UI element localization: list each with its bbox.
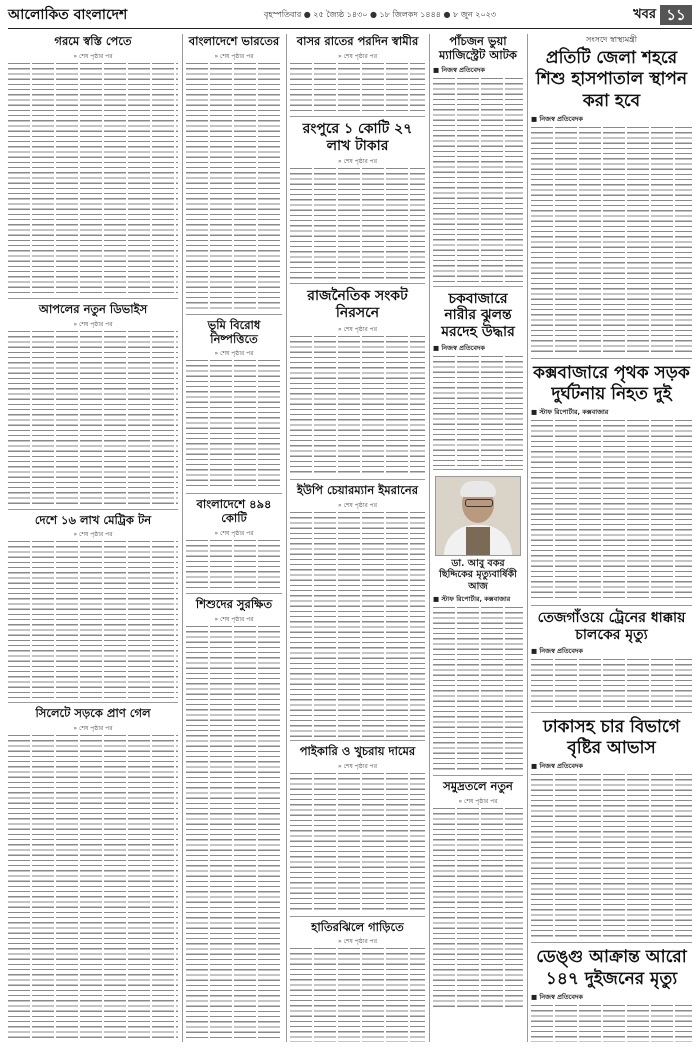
byline: ■ স্টাফ রিপোর্টার, কক্সবাজার [433,595,511,604]
story-up-chairman [290,479,425,737]
story-metric-tons [8,509,178,700]
article-body [531,774,692,939]
story-india-bangladesh [186,34,282,311]
story-child-hospital [531,34,692,355]
continued-label: » শেষ পৃষ্ঠার পর [214,615,254,623]
story-headline: সিলেটে সড়কে প্রাণ গেল [35,706,151,721]
column-divider [286,34,287,1042]
continued-label: » শেষ পৃষ্ঠার পর [214,529,254,537]
byline: ■ স্টাফ রিপোর্টার, কক্সবাজার [531,408,609,417]
column-3 [290,34,425,1042]
story-headline: চকবাজারে নারীর ঝুলন্ত মরদেহ উদ্ধার [441,290,515,341]
story-headline: হাতিরঝিলে গাড়িতে [311,919,404,934]
story-sylhet-road [8,702,178,1042]
photo-caption: ডা. আবু বকর ছিদ্দিকের মৃত্যুবার্ষিকী আজ [439,557,517,592]
article-body [531,420,692,602]
story-heat-relief [8,34,178,295]
story-headline: তেজগাঁওয়ে ট্রেনের ধাক্কায় চালকের মৃত্যু [537,610,686,644]
continued-label: » শেষ পৃষ্ঠার পর [337,325,378,333]
article-body [433,78,523,283]
story-chawkbazar-body [433,286,523,466]
story-headline: পাঁচজন ভুয়া ম্যাজিস্ট্রেট আটক [439,34,517,62]
article-body [186,360,282,490]
story-headline: পাইকারি ও খুচরায় দামের [299,743,416,758]
article-body [290,63,425,113]
column-4 [433,34,523,1042]
story-tejgaon-train [531,605,692,709]
article-body [8,735,178,1042]
story-rangpur-money [290,116,425,281]
story-headline: প্রতিটি জেলা শহরে শিশু হাসপাতাল স্থাপন করা হবে [535,48,688,111]
story-under-sea [433,775,523,1008]
story-headline: ঢাকাসহ চার বিভাগে বৃষ্টির আভাস [543,716,680,759]
article-body [290,168,425,280]
masthead [8,4,692,29]
column-1 [8,34,178,1042]
article-body [433,356,523,466]
article-body [433,607,523,772]
story-headline: রাজনৈতিক সংকট নিরসনে [307,288,408,322]
story-wedding-night [290,34,425,113]
story-headline: আপলের নতুন ডিভাইস [38,301,148,316]
story-hatirjheel [290,916,425,1042]
article-body [531,1005,692,1042]
story-headline: সমুদ্রতলে নতুন [443,779,513,794]
article-body [8,63,178,295]
story-death-anniversary [433,469,523,772]
article-body [290,948,425,1042]
story-headline: কক্সবাজারে পৃথক সড়ক দুর্ঘটনায় নিহত দুই [533,362,690,404]
byline: ■ নিজস্ব প্রতিবেদক [531,646,583,655]
continued-label: » শেষ পৃষ্ঠার পর [337,762,378,770]
story-wholesale-retail [290,740,425,913]
article-body [186,626,282,1042]
story-headline: গরমে স্বস্তি পেতে [54,34,132,48]
continued-label: » শেষ পৃষ্ঠার পর [214,52,254,60]
section-label: খবর [633,7,656,22]
newspaper-logo: আলোকিত বাংলাদেশ [8,7,128,23]
story-political-crisis [290,283,425,476]
byline: ■ নিজস্ব প্রতিবেদক [531,762,583,771]
story-494-crore [186,493,282,590]
story-land-dispute [186,314,282,491]
story-headline: রংপুরে ১ কোটি ২৭ লাখ টাকার [302,120,413,154]
column-5 [531,34,692,1042]
story-headline: ইউপি চেয়ারম্যান ইমরানের [296,482,419,497]
continued-label: » শেষ পৃষ্ঠার পর [214,350,254,358]
column-divider [182,34,183,1042]
story-dengue [531,942,692,1042]
portrait-photo [435,476,521,556]
story-child-safety [186,593,282,1042]
continued-label: » শেষ পৃষ্ঠার পর [337,52,378,60]
continued-label: » শেষ পৃষ্ঠার পর [73,531,113,539]
story-headline: বাংলাদেশে ৪৯৪ কোটি [196,497,272,526]
byline: ■ নিজস্ব প্রতিবেদক [433,65,485,74]
article-body [290,336,425,476]
continued-label: » শেষ পৃষ্ঠার পর [337,158,378,166]
article-body [290,512,425,737]
dateline: বৃহস্পতিবার ● ২৫ জ্যৈষ্ঠ ১৪৩০ ● ১৮ জিলকদ ১৪৪৪ ● ৮ জুন ২০২৩ [263,10,497,19]
story-fake-magistrates [433,34,523,283]
continued-label: » শেষ পৃষ্ঠার পর [337,938,378,946]
article-body [290,773,425,913]
byline: ■ নিজস্ব প্রতিবেদক [531,992,583,1001]
article-body [531,127,692,355]
story-headline: বাংলাদেশে ভারতের [188,34,280,48]
story-headline: শিশুদের সুরক্ষিত [195,596,273,611]
column-divider [429,34,430,1042]
story-apple-device [8,298,178,506]
column-divider [527,34,528,1042]
story-headline: দেশে ১৬ লাখ মেট্রিক টন [34,512,152,527]
byline: ■ নিজস্ব প্রতিবেদক [531,114,583,123]
story-rain-forecast [531,712,692,940]
story-headline: ভূমি বিরোধ নিষ্পত্তিতে [207,317,261,346]
continued-label: » শেষ পৃষ্ঠার পর [458,797,498,805]
article-body [8,541,178,699]
article-body [8,331,178,506]
continued-label: » শেষ পৃষ্ঠার পর [337,501,378,509]
byline: ■ নিজস্ব প্রতিবেদক [433,343,485,352]
article-body [186,540,282,590]
continued-label: » শেষ পৃষ্ঠার পর [73,725,113,733]
story-headline: বাসর রাতের পরদিন স্বামীর [296,34,419,48]
story-coxsbazar-accident [531,358,692,603]
article-body [531,659,692,709]
story-headline: ডেঙ্গু আক্রান্ত আরো ১৪৭ দুইজনের মৃত্যু [536,947,687,989]
continued-label: » শেষ পৃষ্ঠার পর [73,320,113,328]
story-kicker: সংসদে স্বাস্থ্যমন্ত্রী [585,35,638,44]
continued-label: » শেষ পৃষ্ঠার পর [73,52,113,60]
column-2 [186,34,282,1042]
article-body [186,63,282,311]
page-number: ১১ [660,5,692,25]
article-body [433,808,523,1008]
